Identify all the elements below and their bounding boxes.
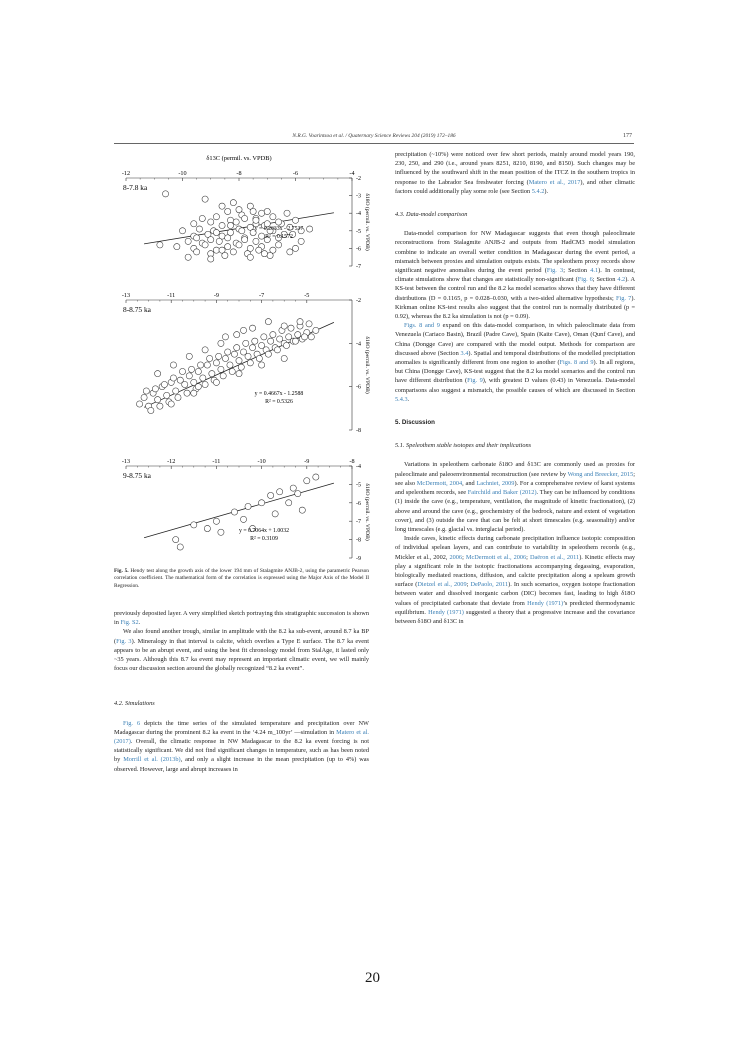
data-point — [213, 214, 219, 220]
data-point — [218, 366, 224, 372]
text-run: . Overall, the climatic response in NW Madagascar to the 8.2 ka event forcing is not statistically significant. We did not find significant changes in temperature, such as has been noted by — [114, 738, 369, 764]
text-run: ). In contrast, climate simulations show that changes are statistically non-significant ( — [395, 267, 635, 284]
running-title: N.R.G. Voarintsoa et al. / Quaternary Science Reviews 204 (2019) 172–186 — [292, 133, 456, 139]
x-tick-label: -7 — [259, 292, 265, 299]
link-section-4-2[interactable]: 4.2 — [617, 276, 626, 284]
data-point — [197, 362, 203, 368]
data-point — [204, 525, 210, 531]
link-hendy-1971[interactable]: Hendy (1971) — [527, 599, 564, 607]
y-tick-label: -2 — [356, 298, 361, 304]
text-run: ; — [462, 553, 466, 561]
y-tick-label: -8 — [356, 428, 361, 434]
data-point — [240, 327, 246, 333]
data-point — [287, 249, 293, 255]
data-point — [233, 219, 239, 225]
regression-equation: y = 0.7064x + 1.0032 — [238, 528, 290, 534]
data-point — [195, 368, 201, 374]
data-point — [242, 215, 248, 221]
y-tick-label: -8 — [356, 537, 361, 544]
paragraph — [114, 627, 369, 673]
link-matero-2017[interactable]: Matero et al. (2017) — [114, 728, 369, 746]
paragraph — [395, 321, 635, 404]
data-point — [213, 518, 219, 524]
spacer — [114, 673, 369, 685]
regression-equation: y = 0.4667x - 1.2588 — [254, 391, 304, 397]
link-mickler-2006[interactable]: 2006 — [449, 553, 463, 561]
link-dietzel-2009[interactable]: Dietzel et al., 2009 — [417, 581, 467, 589]
data-point — [155, 397, 161, 403]
r-squared: R² = 0.3109 — [250, 536, 278, 542]
text-run: ), and other climatic factors could additionally play some role (see Section — [395, 178, 635, 195]
data-point — [259, 500, 265, 506]
x-tick-label: -5 — [304, 292, 310, 299]
data-point — [148, 407, 154, 413]
data-point — [304, 478, 310, 484]
text-run: ; see also — [395, 470, 635, 487]
data-point — [281, 323, 287, 329]
data-point — [152, 386, 158, 392]
data-point — [313, 327, 319, 333]
journal-page-number: 177 — [623, 133, 632, 139]
data-point — [297, 319, 303, 325]
section-heading-4-3: 4.3. Data-model comparison — [395, 211, 468, 219]
data-point — [295, 491, 301, 497]
data-point — [185, 238, 191, 244]
top-axis-label: δ13C (permil. vs. VPDB) — [206, 155, 272, 162]
data-point — [292, 217, 298, 223]
y-tick-label: -6 — [356, 384, 361, 391]
data-point — [157, 242, 163, 248]
panel-title: 8-8.75 ka — [123, 305, 151, 314]
data-point — [157, 403, 163, 409]
text-run: ; Section — [563, 267, 591, 275]
x-tick-label: -13 — [121, 292, 131, 299]
data-point — [236, 358, 242, 364]
data-point — [261, 334, 267, 340]
data-point — [301, 334, 307, 340]
link-section-4-1[interactable]: 4.1 — [590, 267, 599, 275]
x-tick-label: -8 — [236, 170, 242, 177]
r-squared: R² = 0.5326 — [265, 399, 293, 405]
link-fig-9[interactable]: Fig. 9 — [467, 377, 483, 385]
y-tick-label: -4 — [356, 341, 361, 348]
data-point — [202, 196, 208, 202]
link-fig-s2[interactable]: Fig. S2 — [120, 619, 139, 627]
regression-equation: y = 0.2633x - 2.7537 — [254, 226, 304, 232]
data-point — [219, 203, 225, 209]
data-point — [220, 373, 226, 379]
data-point — [249, 345, 255, 351]
data-point — [173, 388, 179, 394]
data-point — [264, 208, 270, 214]
x-tick-label: -4 — [349, 170, 355, 177]
data-point — [268, 338, 274, 344]
data-point — [186, 373, 192, 379]
link-mcdermott-2004[interactable]: McDermott, 2004 — [416, 479, 463, 487]
data-point — [247, 254, 253, 260]
link-fig-7[interactable]: Fig. 7 — [615, 294, 632, 302]
x-tick-label: -6 — [292, 170, 299, 177]
data-point — [191, 522, 197, 528]
y-tick-label: -9 — [356, 556, 361, 562]
data-point — [247, 360, 253, 366]
y-tick-label: -6 — [356, 500, 361, 507]
data-point — [202, 347, 208, 353]
data-point — [168, 401, 174, 407]
paragraph — [395, 150, 635, 196]
data-point — [240, 516, 246, 522]
data-point — [275, 242, 281, 248]
data-point — [299, 507, 305, 513]
y-axis-label: δ18O (permil. vs. VPDB) — [364, 483, 370, 541]
data-point — [256, 355, 262, 361]
y-tick-label: -7 — [356, 264, 361, 270]
data-point — [222, 252, 228, 258]
paragraph — [395, 534, 635, 626]
text-run: ). Kirkman online KS-test results also suggest that the control run is normally distributed (p = 0.92), whereas the 8.2 ka simulation is not (p = 0.09). — [395, 294, 635, 321]
data-point — [252, 338, 258, 344]
data-point — [218, 340, 224, 346]
data-point — [267, 252, 273, 258]
data-point — [249, 325, 255, 331]
right-column — [395, 150, 635, 626]
data-point — [213, 360, 219, 366]
data-point — [277, 489, 283, 495]
text-run: We also found another trough, similar in amplitude with the 8.2 ka sub-event, around 8.7 ka BP ( — [114, 628, 369, 645]
data-point — [164, 392, 170, 398]
data-point — [182, 381, 188, 387]
text-run: ), with greatest D values (0.43) in Venezuela. Data-model comparisons also suggest a mismatch, the possible causes of which are discussed in Section — [395, 377, 635, 394]
scatter-panel-2 — [122, 292, 371, 434]
text-run: , and — [462, 479, 477, 487]
data-point — [268, 492, 274, 498]
data-point — [286, 500, 292, 506]
link-fairchild-baker-2012[interactable]: Fairchild and Baker (2012) — [467, 489, 537, 497]
text-run: ). In all regions, but China (Dongge Cave), KS-test suggest that the 8.2 ka model scenarios and the control run have different distribution ( — [395, 359, 636, 385]
link-hendy-1971[interactable]: Hendy (1971) — [428, 608, 464, 616]
data-point — [231, 509, 237, 515]
y-axis-label: δ18O (permil. vs. VPDB) — [364, 336, 370, 394]
data-point — [218, 529, 224, 535]
text-run: expand on this data-model comparison, in which paleoclimate data from Venezuela (Cariaco Basin), Brazil (Padre Cave), Spain (Kaite Cave), Oman (Qunf Cave), and China (Dongge Cave) are compared with the model output. Methods for comparison are discussed above (Section — [395, 322, 635, 357]
text-run: ; Section — [592, 276, 618, 284]
data-point — [265, 319, 271, 325]
data-point — [188, 366, 194, 372]
data-point — [272, 511, 278, 517]
link-fig-3[interactable]: Fig. 3 — [116, 637, 132, 645]
data-point — [200, 375, 206, 381]
x-tick-label: -10 — [178, 170, 187, 177]
data-point — [191, 390, 197, 396]
data-point — [222, 334, 228, 340]
y-tick-label: -5 — [356, 482, 361, 489]
text-run: . — [407, 395, 410, 403]
data-point — [256, 247, 262, 253]
data-point — [179, 368, 185, 374]
text-run: ’s predicted thermodynamic equilibrium. — [395, 599, 635, 616]
data-point — [227, 222, 233, 228]
data-point — [259, 210, 265, 216]
text-run: precipitation (~10%) were noticed over few short periods, mainly around model years 190, 230, 250, and 290 (i.e., around years 8251, 8210, 8190, and 8150). Such changes may be influenced by the southward shift in the mean position of the ITCZ in the southern tropics in response to the Labrador Sea freshwater forcing ( — [395, 151, 635, 186]
data-point — [227, 362, 233, 368]
text-run: . They can be influenced by conditions (1) inside the cave (e.g., temperature, ventilation, the magnitude of kinetic fractionation), (2) above and around the cave (e.g., geochemistry of the bedrock, nature and extent of vegetation cover), and (3) outside the cave that can be felt at short timescales (e.g. seasonality) and/or long timescales (e.g. glacial vs. interglacial period). — [395, 489, 635, 533]
text-run: ; — [466, 581, 471, 589]
data-point — [225, 235, 231, 241]
data-point — [238, 364, 244, 370]
link-section-3-4[interactable]: 3.4 — [460, 349, 469, 357]
data-point — [313, 474, 319, 480]
link-depaolo-2011[interactable]: DePaolo, 2011 — [470, 581, 509, 589]
figure-caption — [114, 568, 369, 590]
data-point — [245, 503, 251, 509]
data-point — [207, 355, 213, 361]
data-point — [174, 244, 180, 250]
data-point — [179, 228, 185, 234]
data-point — [199, 215, 205, 221]
data-point — [308, 334, 314, 340]
paragraph — [114, 719, 369, 774]
data-point — [239, 228, 245, 234]
data-point — [202, 242, 208, 248]
data-point — [225, 208, 231, 214]
data-point — [236, 242, 242, 248]
data-point — [270, 332, 276, 338]
text-run: ). Spatial and temporal distributions of the modelled precipitation anomalies is significantly different from one region to another ( — [395, 349, 635, 367]
page-footer-number: 20 — [365, 970, 380, 986]
data-point — [194, 235, 200, 241]
x-tick-label: -9 — [304, 458, 310, 465]
link-morrill-2013b[interactable]: Morrill et al. (2013b) — [123, 756, 181, 764]
data-point — [253, 238, 259, 244]
data-point — [298, 238, 304, 244]
section-heading-5-1: 5.1. Speleothem stable isotopes and their implications — [395, 442, 532, 450]
data-point — [231, 351, 237, 357]
data-point — [259, 362, 265, 368]
section-heading-5: 5. Discussion — [395, 419, 435, 427]
data-point — [243, 340, 249, 346]
data-point — [292, 338, 298, 344]
x-tick-label: -11 — [212, 458, 221, 465]
paragraph: previously deposited layer. A very simplified sketch portraying this stratigraphic succession is shown in Fig. S2. — [114, 610, 369, 627]
data-point — [170, 375, 176, 381]
caption-text: Hendy test along the growth axis of the lower 194 mm of Stalagmite ANJB-2, using the parametric Pearson correlation coefficient. The mathematical form of the correlation is expressed using the Major Axis of the Model II Regression. — [114, 568, 369, 589]
link-figs-8-9[interactable]: Figs. 8 and 9 — [404, 322, 440, 330]
data-point — [245, 353, 251, 359]
data-point — [250, 208, 256, 214]
data-point — [175, 394, 181, 400]
text-run: Data-model comparison for NW Madagascar suggests that even though paleoclimate reconstructions from Stalagmite ANJB-2 and outputs from HadCM3 model simulation combine to indicate an overall wetter condition in Madagascar during the event period, a mismatch between proxies and simulation outputs exists. The speleothem proxy records show significant negative anomalies during the event period ( — [395, 230, 635, 275]
data-point — [270, 214, 276, 220]
y-tick-label: -7 — [356, 519, 361, 526]
data-point — [283, 342, 289, 348]
data-point — [284, 210, 290, 216]
x-tick-label: -10 — [257, 458, 266, 465]
x-tick-label: -12 — [167, 458, 176, 465]
text-run: Variations in speleothem carbonate δ18O and δ13C are commonly used as proxies for paleoclimate and paleoenvironmental reconstruction (see review by — [395, 461, 635, 478]
data-point — [195, 384, 201, 390]
data-point — [225, 349, 231, 355]
panel-title: 9-8.75 ka — [123, 471, 151, 480]
text-run: ). A KS-test between the control run and the 8.2 ka model scenarios shows that they have different distributions (D = 0.1165, p = 0.028–0.030, with a two-sided alternative hypothesis; — [395, 276, 635, 302]
data-point — [242, 237, 248, 243]
data-point — [208, 219, 214, 225]
data-point — [259, 233, 265, 239]
text-run: Inside caves, kinetic effects during carbonate precipitation influence isotopic composition of individual spelean layers, and can contribute to variability in speleothem records (e.g., Mickler et al., 2002, — [395, 535, 635, 561]
data-point — [219, 222, 225, 228]
left-column — [114, 609, 369, 774]
paragraph — [395, 229, 635, 321]
paragraph — [395, 460, 635, 534]
data-point — [204, 362, 210, 368]
data-point — [191, 221, 197, 227]
text-run: ). Mineralogy in that interval is calcite, which overlies a Type E surface. The 8.7 ka event appears to be an abrupt event, and using the best fit chronology model from StalAge, it lasted only ~35 years. Although this 8.7 ka event may represent an important climatic event, we will mainly focus our discussion section around the globally recognized “8.2 ka event”. — [114, 637, 369, 673]
data-point — [196, 226, 202, 232]
data-point — [161, 381, 167, 387]
data-point — [184, 390, 190, 396]
data-point — [222, 355, 228, 361]
x-tick-label: -13 — [121, 458, 131, 465]
link-matero-2017[interactable]: Matero et al., 2017 — [528, 178, 581, 186]
caption-label: Fig. 5. — [114, 568, 129, 574]
y-axis-label: δ18O (permil. vs. VPDB) — [364, 193, 370, 251]
data-point — [306, 321, 312, 327]
data-point — [253, 217, 259, 223]
data-point — [229, 368, 235, 374]
data-point — [275, 219, 281, 225]
data-point — [202, 381, 208, 387]
scatter-panel-3 — [122, 458, 371, 562]
data-point — [186, 353, 192, 359]
text-run: ). Kinetic effects may play a significant role in the isotopic fractionations accompanying degassing, evaporation, biologically mediated reactions, diffusion, and calcite precipitation along a speleam growth surface ( — [395, 553, 636, 589]
data-point — [265, 351, 271, 357]
data-point — [208, 237, 214, 243]
data-point — [225, 244, 231, 250]
scatter-panel-1 — [122, 170, 371, 270]
link-lachniet-2009[interactable]: Lachniet, 2009 — [476, 479, 515, 487]
link-fig-3[interactable]: Fig. 3 — [546, 267, 564, 275]
data-point — [290, 485, 296, 491]
link-fig-6[interactable]: Fig. 6 — [123, 719, 141, 727]
data-point — [213, 379, 219, 385]
data-point — [170, 362, 176, 368]
text-run: ; — [526, 553, 530, 561]
text-run: depicts the time series of the simulated temperature and precipitation over NW Madagascar during the prominent 8.2 ka event in the ‘4.24 m_100yr’ —simulation in — [114, 719, 370, 736]
data-point — [177, 544, 183, 550]
data-point — [281, 355, 287, 361]
figure-5-svg — [114, 150, 369, 570]
y-tick-label: -5 — [356, 228, 361, 235]
data-point — [307, 226, 313, 232]
data-point — [216, 238, 222, 244]
y-tick-label: -4 — [356, 464, 361, 470]
data-point — [261, 251, 267, 257]
data-point — [185, 254, 191, 260]
data-point — [230, 200, 236, 206]
data-point — [230, 249, 236, 255]
data-point — [288, 325, 294, 331]
link-section-5-4-3[interactable]: 5.4.3 — [395, 395, 408, 403]
link-figs-8-9[interactable]: Figs. 8 and 9 — [559, 359, 594, 367]
link-section-5-4-2[interactable]: 5.4.2 — [531, 187, 545, 195]
data-point — [136, 401, 142, 407]
data-point — [216, 353, 222, 359]
text-run: ). For a comprehensive review of karst systems and speleothem records, see — [395, 479, 635, 497]
data-point — [234, 345, 240, 351]
x-tick-label: -9 — [213, 292, 219, 299]
data-point — [155, 371, 161, 377]
text-run: previously deposited layer. A very simplified sketch portraying this stratigraphic succession is shown in — [114, 610, 369, 627]
panel-title: 8-7.8 ka — [123, 183, 148, 192]
link-fig-6[interactable]: Fig. 6 — [577, 276, 593, 284]
data-point — [173, 537, 179, 543]
link-wong-breecker-2015[interactable]: Wong and Breecker, 2015 — [567, 470, 634, 478]
text-run: suggested a theory that a progressive increase and the covariance between δ18O and δ13C in — [395, 608, 635, 625]
data-point — [234, 332, 240, 338]
data-point — [292, 245, 298, 251]
y-tick-label: -6 — [356, 246, 361, 253]
header-rule — [114, 143, 634, 144]
x-tick-label: -8 — [349, 458, 355, 465]
data-point — [236, 371, 242, 377]
text-run: , and only a slight increase in the mean precipitation (up to 4%) was observed. However, large and abrupt increases in — [114, 756, 369, 773]
y-tick-label: -2 — [356, 176, 361, 182]
data-point — [194, 249, 200, 255]
section-heading-4-2: 4.2. Simulations — [114, 700, 155, 708]
data-point — [213, 229, 219, 235]
running-header — [114, 133, 634, 139]
x-tick-label: -12 — [121, 170, 131, 177]
text-run: ). In such scenarios, oxygen isotope fractionation between water and dissolved inorganic carbon (DIC) becomes fast, leading to high δ18O values of precipitated carbonate that deviate from — [395, 581, 635, 607]
data-point — [143, 388, 149, 394]
data-point — [274, 347, 280, 353]
data-point — [209, 371, 215, 377]
r-squared: R² = 0.1572 — [265, 234, 293, 240]
link-mcdermott-2006[interactable]: McDermott et al., 2006 — [465, 553, 527, 561]
y-tick-label: -4 — [356, 211, 361, 218]
data-point — [213, 247, 219, 253]
data-point — [208, 256, 214, 262]
figure-5 — [114, 150, 369, 570]
x-tick-label: -11 — [167, 292, 176, 299]
link-daeron-2011[interactable]: Daëron et al., 2011 — [529, 553, 580, 561]
text-run: ). — [544, 187, 549, 195]
data-point — [162, 191, 168, 197]
y-tick-label: -3 — [356, 193, 361, 200]
data-point — [141, 394, 147, 400]
